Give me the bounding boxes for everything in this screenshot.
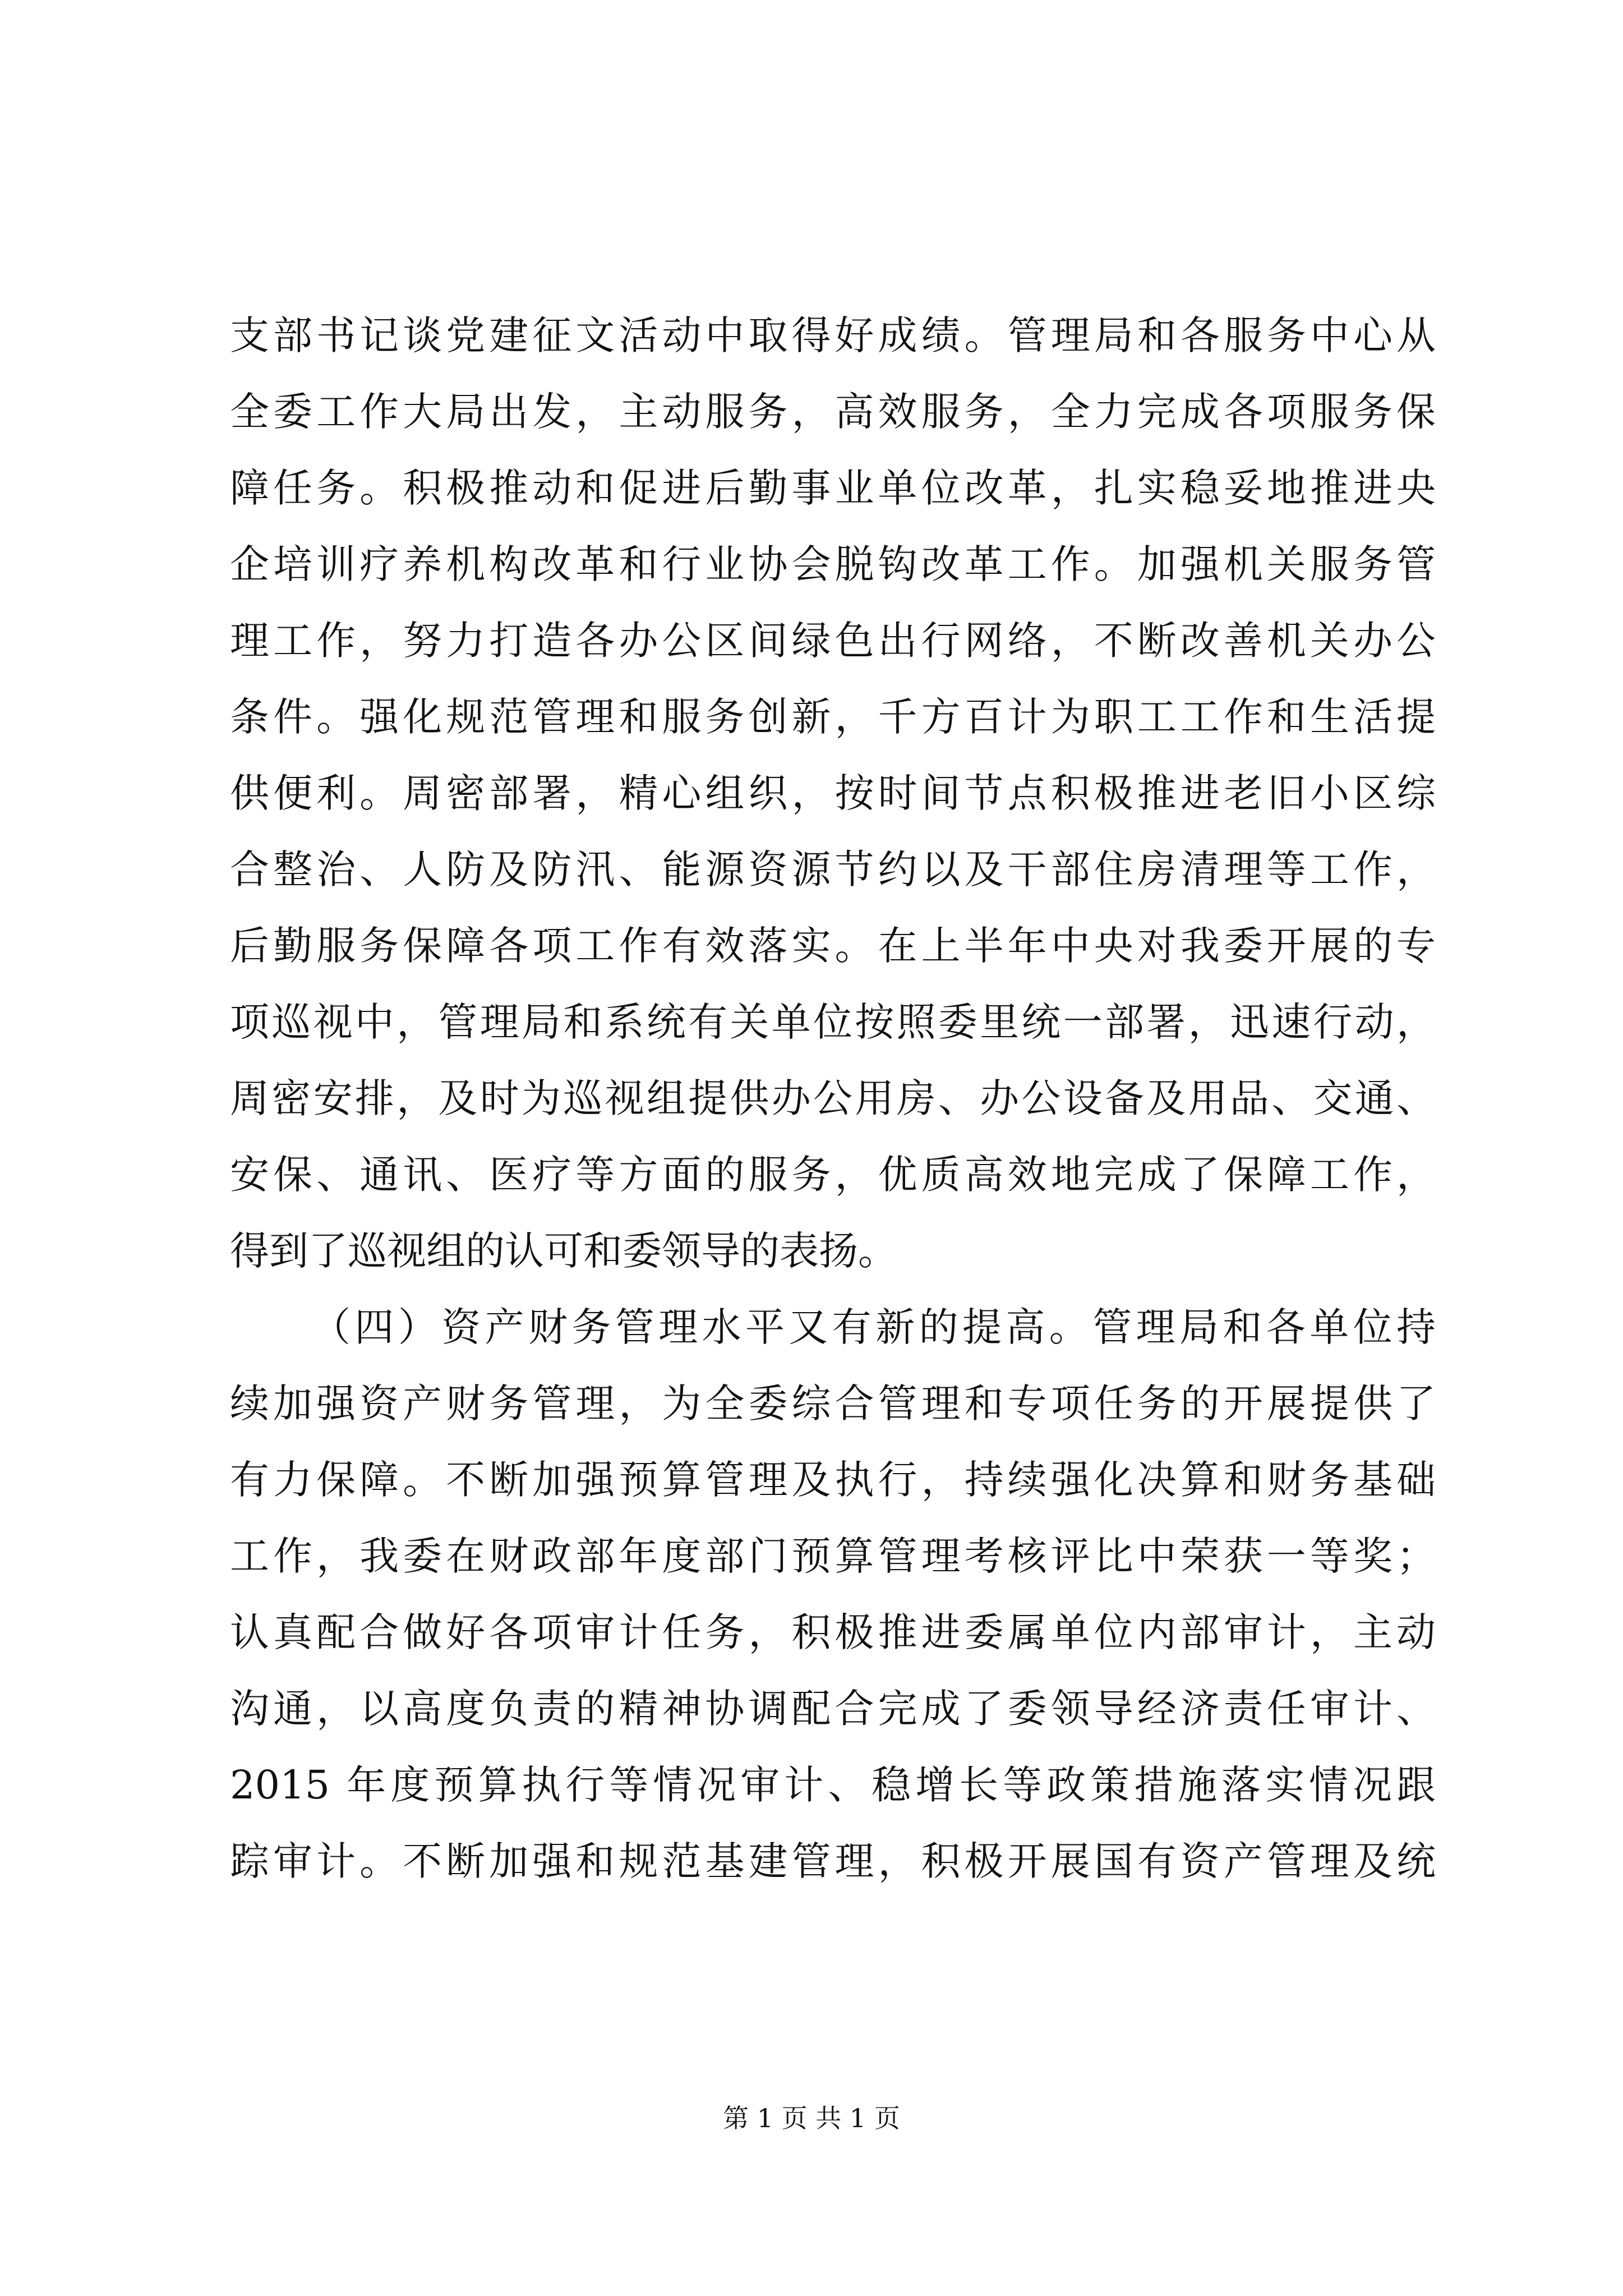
text-line: 有力保障。不断加强预算管理及执行，持续强化决算和财务基础 — [230, 1457, 1436, 1503]
text-line: 合整治、人防及防汛、能源资源节约以及干部住房清理等工作， — [230, 846, 1436, 892]
document-body — [230, 297, 1436, 1899]
page-footer — [0, 2098, 1623, 2135]
text-line: 周密安排，及时为巡视组提供办公用房、办公设备及用品、交通、 — [230, 1075, 1436, 1121]
text-line: 企培训疗养机构改革和行业协会脱钩改革工作。加强机关服务管 — [230, 541, 1436, 587]
text-line: 得到了巡视组的认可和委领导的表扬。 — [230, 1228, 897, 1274]
text-line: 工作，我委在财政部年度部门预算管理考核评比中荣获一等奖； — [230, 1533, 1436, 1579]
text-line: 障任务。积极推动和促进后勤事业单位改革，扎实稳妥地推进央 — [230, 465, 1436, 511]
text-line: 续加强资产财务管理，为全委综合管理和专项任务的开展提供了 — [230, 1381, 1436, 1427]
text-line: 供便利。周密部署，精心组织，按时间节点积极推进老旧小区综 — [230, 770, 1436, 816]
text-line: 踪审计。不断加强和规范基建管理，积极开展国有资产管理及统 — [230, 1838, 1436, 1884]
text-line: 沟通，以高度负责的精神协调配合完成了委领导经济责任审计、 — [230, 1686, 1436, 1732]
text-line: 条件。强化规范管理和服务创新，千方百计为职工工作和生活提 — [230, 694, 1436, 740]
text-line: 项巡视中，管理局和系统有关单位按照委里统一部署，迅速行动， — [230, 999, 1436, 1045]
text-line: 理工作，努力打造各办公区间绿色出行网络，不断改善机关办公 — [230, 618, 1436, 664]
text-line: 2015 年度预算执行等情况审计、稳增长等政策措施落实情况跟 — [230, 1762, 1436, 1808]
text-line: 认真配合做好各项审计任务，积极推进委属单位内部审计，主动 — [230, 1609, 1436, 1655]
text-line: 全委工作大局出发，主动服务，高效服务，全力完成各项服务保 — [230, 389, 1436, 435]
text-line: （四）资产财务管理水平又有新的提高。管理局和各单位持 — [311, 1304, 1436, 1350]
text-line: 后勤服务保障各项工作有效落实。在上半年中央对我委开展的专 — [230, 923, 1436, 969]
page-number-label: 第 1 页 共 1 页 — [723, 2103, 900, 2133]
paragraph — [230, 1289, 1436, 1899]
text-line: 安保、通讯、医疗等方面的服务，优质高效地完成了保障工作， — [230, 1152, 1436, 1198]
text-line: 支部书记谈党建征文活动中取得好成绩。管理局和各服务中心从 — [230, 312, 1436, 358]
paragraph — [230, 297, 1436, 1289]
